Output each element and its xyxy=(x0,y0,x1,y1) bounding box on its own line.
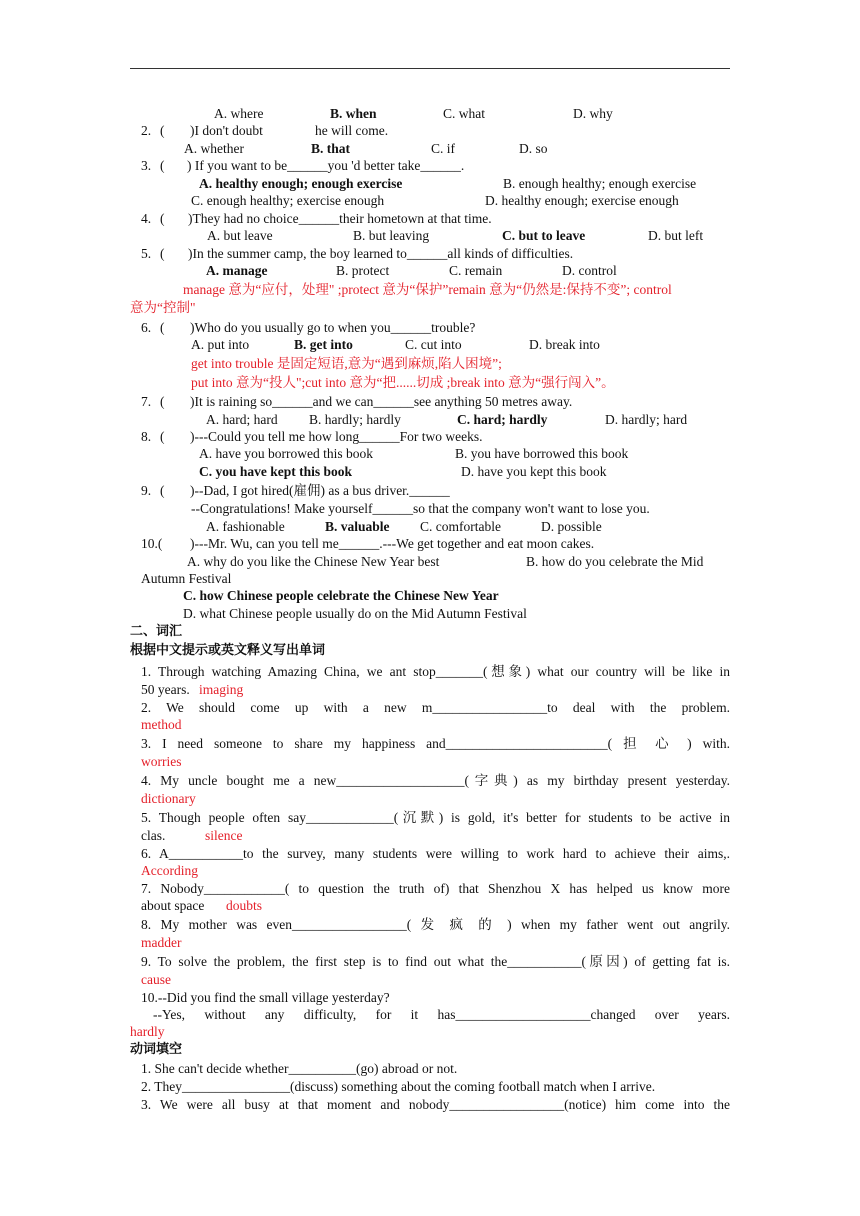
q8-option-c: C. you have kept this book xyxy=(199,464,353,479)
q5-paren: ( xyxy=(160,246,165,261)
q7-option-c: C. hard; hardly xyxy=(457,412,548,427)
vocab-answer-8: madder xyxy=(141,935,182,950)
vocab-answer-2: method xyxy=(141,717,182,732)
vocab-answer-7: doubts xyxy=(226,898,263,913)
vocab-item-10: 10.--Did you find the small village yesterday? xyxy=(141,990,390,1005)
q1-option-a: A. where xyxy=(214,106,264,121)
vocab-item-10-reply: --Yes, without any difficulty, for it has____________________changed over years. xyxy=(153,1007,730,1022)
q6-paren: ( xyxy=(160,320,165,335)
q1-option-b: B. when xyxy=(330,106,377,121)
verb-item-2: 2. They________________(discuss) something about the coming football match when I arrive. xyxy=(141,1079,656,1094)
q7-option-b: B. hardly; hardly xyxy=(309,412,401,427)
q8-stem: )---Could you tell me how long______For two weeks. xyxy=(190,429,483,444)
q3-option-d: D. healthy enough; exercise enough xyxy=(485,193,679,208)
q5-explanation-line1: manage 意为“应付，处理" ;protect 意为“保护”remain 意为“仍然是:保持不变”; control xyxy=(183,282,672,297)
q10-number: 10.( xyxy=(141,536,163,551)
vocab-item-7: 7. Nobody____________( to question the truth of) that Shenzhou X has helped us know more xyxy=(141,881,730,896)
vocab-item-6: 6. A___________to the survey, many students were willing to work hard to achieve their aims,. xyxy=(141,846,730,861)
q7-stem: )It is raining so______and we can______see anything 50 metres away. xyxy=(190,394,573,409)
vocab-item-1: 1. Through watching Amazing China, we ant stop_______(想象) what our country will be like in xyxy=(141,664,730,679)
q8-option-a: A. have you borrowed this book xyxy=(199,446,373,461)
vocab-item-3: 3. I need someone to share my happiness and________________________( 担 心 ) with. xyxy=(141,736,730,751)
q2-paren: ( xyxy=(160,123,165,138)
vocab-item-4: 4. My uncle bought me a new___________________(字典) as my birthday present yesterday. xyxy=(141,773,730,788)
q10-stem: )---Mr. Wu, can you tell me______.---We get together and eat moon cakes. xyxy=(190,536,595,551)
vocab-answer-3: worries xyxy=(141,754,182,769)
q3-option-c: C. enough healthy; exercise enough xyxy=(191,193,385,208)
q6-option-c: C. cut into xyxy=(405,337,462,352)
q2-stem: )I don't doubt xyxy=(190,123,263,138)
q9-number: 9. xyxy=(141,483,152,498)
q8-number: 8. xyxy=(141,429,152,444)
q6-explanation-line1: get into trouble 是固定短语,意为“遇到麻烦,陷人困境”; xyxy=(191,356,502,371)
q6-number: 6. xyxy=(141,320,152,335)
q2-option-b: B. that xyxy=(311,141,351,156)
vocab-answer-4: dictionary xyxy=(141,791,196,806)
q8-option-d: D. have you kept this book xyxy=(461,464,607,479)
vocab-item-5: 5. Though people often say_____________(沉默) is gold, it's better for students to be active in xyxy=(141,810,730,825)
q2-option-c: C. if xyxy=(431,141,456,156)
q4-option-b: B. but leaving xyxy=(353,228,430,243)
q7-option-a: A. hard; hard xyxy=(206,412,278,427)
q9-stem-reply: --Congratulations! Make yourself______so that the company won't want to lose you. xyxy=(191,501,650,516)
q9-stem: )--Dad, I got hired(雇佣) as a bus driver.______ xyxy=(190,483,450,498)
q6-option-d: D. break into xyxy=(529,337,600,352)
q4-option-a: A. but leave xyxy=(207,228,273,243)
q8-paren: ( xyxy=(160,429,165,444)
q10-option-d: D. what Chinese people usually do on the Mid Autumn Festival xyxy=(183,606,527,621)
verb-item-3: 3. We were all busy at that moment and nobody_________________(notice) him come into the xyxy=(141,1097,730,1112)
q6-stem: )Who do you usually go to when you______trouble? xyxy=(190,320,476,335)
q7-number: 7. xyxy=(141,394,152,409)
vocab-answer-9: cause xyxy=(141,972,171,987)
vocab-item-9: 9. To solve the problem, the first step is to find out what the___________(原因) of getting fat is. xyxy=(141,954,730,969)
vocab-item-2: 2. We should come up with a new m_________________to deal with the problem. xyxy=(141,700,730,715)
q3-option-b: B. enough healthy; enough exercise xyxy=(503,176,697,191)
q5-explanation-line2: 意为“控制" xyxy=(130,300,196,315)
q3-stem: ) If you want to be______you 'd better take______. xyxy=(187,158,465,173)
q4-option-c: C. but to leave xyxy=(502,228,586,243)
q10-option-c: C. how Chinese people celebrate the Chinese New Year xyxy=(183,588,499,603)
q3-number: 3. xyxy=(141,158,152,173)
q4-number: 4. xyxy=(141,211,152,226)
section-subtitle-vocabulary: 根据中文提示或英文释义写出单词 xyxy=(130,643,326,658)
q3-option-a: A. healthy enough; enough exercise xyxy=(199,176,403,191)
q9-option-a: A. fashionable xyxy=(206,519,285,534)
q1-option-c: C. what xyxy=(443,106,485,121)
vocab-answer-5: silence xyxy=(205,828,243,843)
vocab-item-1-cont: 50 years. xyxy=(141,682,190,697)
q8-option-b: B. you have borrowed this book xyxy=(455,446,629,461)
q1-option-d: D. why xyxy=(573,106,613,121)
q6-option-b: B. get into xyxy=(294,337,353,352)
q9-option-c: C. comfortable xyxy=(420,519,501,534)
q4-paren: ( xyxy=(160,211,165,226)
vocab-answer-1: imaging xyxy=(199,682,244,697)
q5-option-d: D. control xyxy=(562,263,617,278)
q2-number: 2. xyxy=(141,123,152,138)
q10-option-a: A. why do you like the Chinese New Year best xyxy=(187,554,440,569)
q6-option-a: A. put into xyxy=(191,337,250,352)
section-title-vocabulary: 二、词汇 xyxy=(130,624,183,639)
header-rule xyxy=(130,68,730,69)
q6-explanation-line2: put into 意为“投人";cut into 意为“把......切成 ;break into 意为“强行闯入”。 xyxy=(191,375,615,390)
q5-number: 5. xyxy=(141,246,152,261)
q3-paren: ( xyxy=(160,158,165,173)
q5-stem: )In the summer camp, the boy learned to______all kinds of difficulties. xyxy=(188,246,574,261)
vocab-answer-10: hardly xyxy=(130,1024,165,1039)
q9-option-d: D. possible xyxy=(541,519,602,534)
vocab-item-8: 8. My mother was even_________________( 发 疯 的 ) when my father went out angrily. xyxy=(141,917,730,932)
verb-item-1: 1. She can't decide whether__________(go) abroad or not. xyxy=(141,1061,458,1076)
q10-option-b-cont: Autumn Festival xyxy=(141,571,232,586)
q10-option-b: B. how do you celebrate the Mid xyxy=(526,554,704,569)
q7-option-d: D. hardly; hard xyxy=(605,412,688,427)
vocab-answer-6: According xyxy=(141,863,198,878)
q2-option-d: D. so xyxy=(519,141,548,156)
q2-option-a: A. whether xyxy=(184,141,244,156)
q4-stem: )They had no choice______their hometown at that time. xyxy=(188,211,492,226)
q5-option-c: C. remain xyxy=(449,263,503,278)
q7-paren: ( xyxy=(160,394,165,409)
vocab-item-5-cont: clas. xyxy=(141,828,166,843)
vocab-item-7-cont: about space xyxy=(141,898,205,913)
q9-option-b: B. valuable xyxy=(325,519,390,534)
q9-paren: ( xyxy=(160,483,165,498)
q5-option-b: B. protect xyxy=(336,263,390,278)
q4-option-d: D. but left xyxy=(648,228,704,243)
q5-option-a: A. manage xyxy=(206,263,268,278)
q2-stem-tail: he will come. xyxy=(315,123,389,138)
section-title-verb-fill: 动词填空 xyxy=(130,1042,183,1057)
